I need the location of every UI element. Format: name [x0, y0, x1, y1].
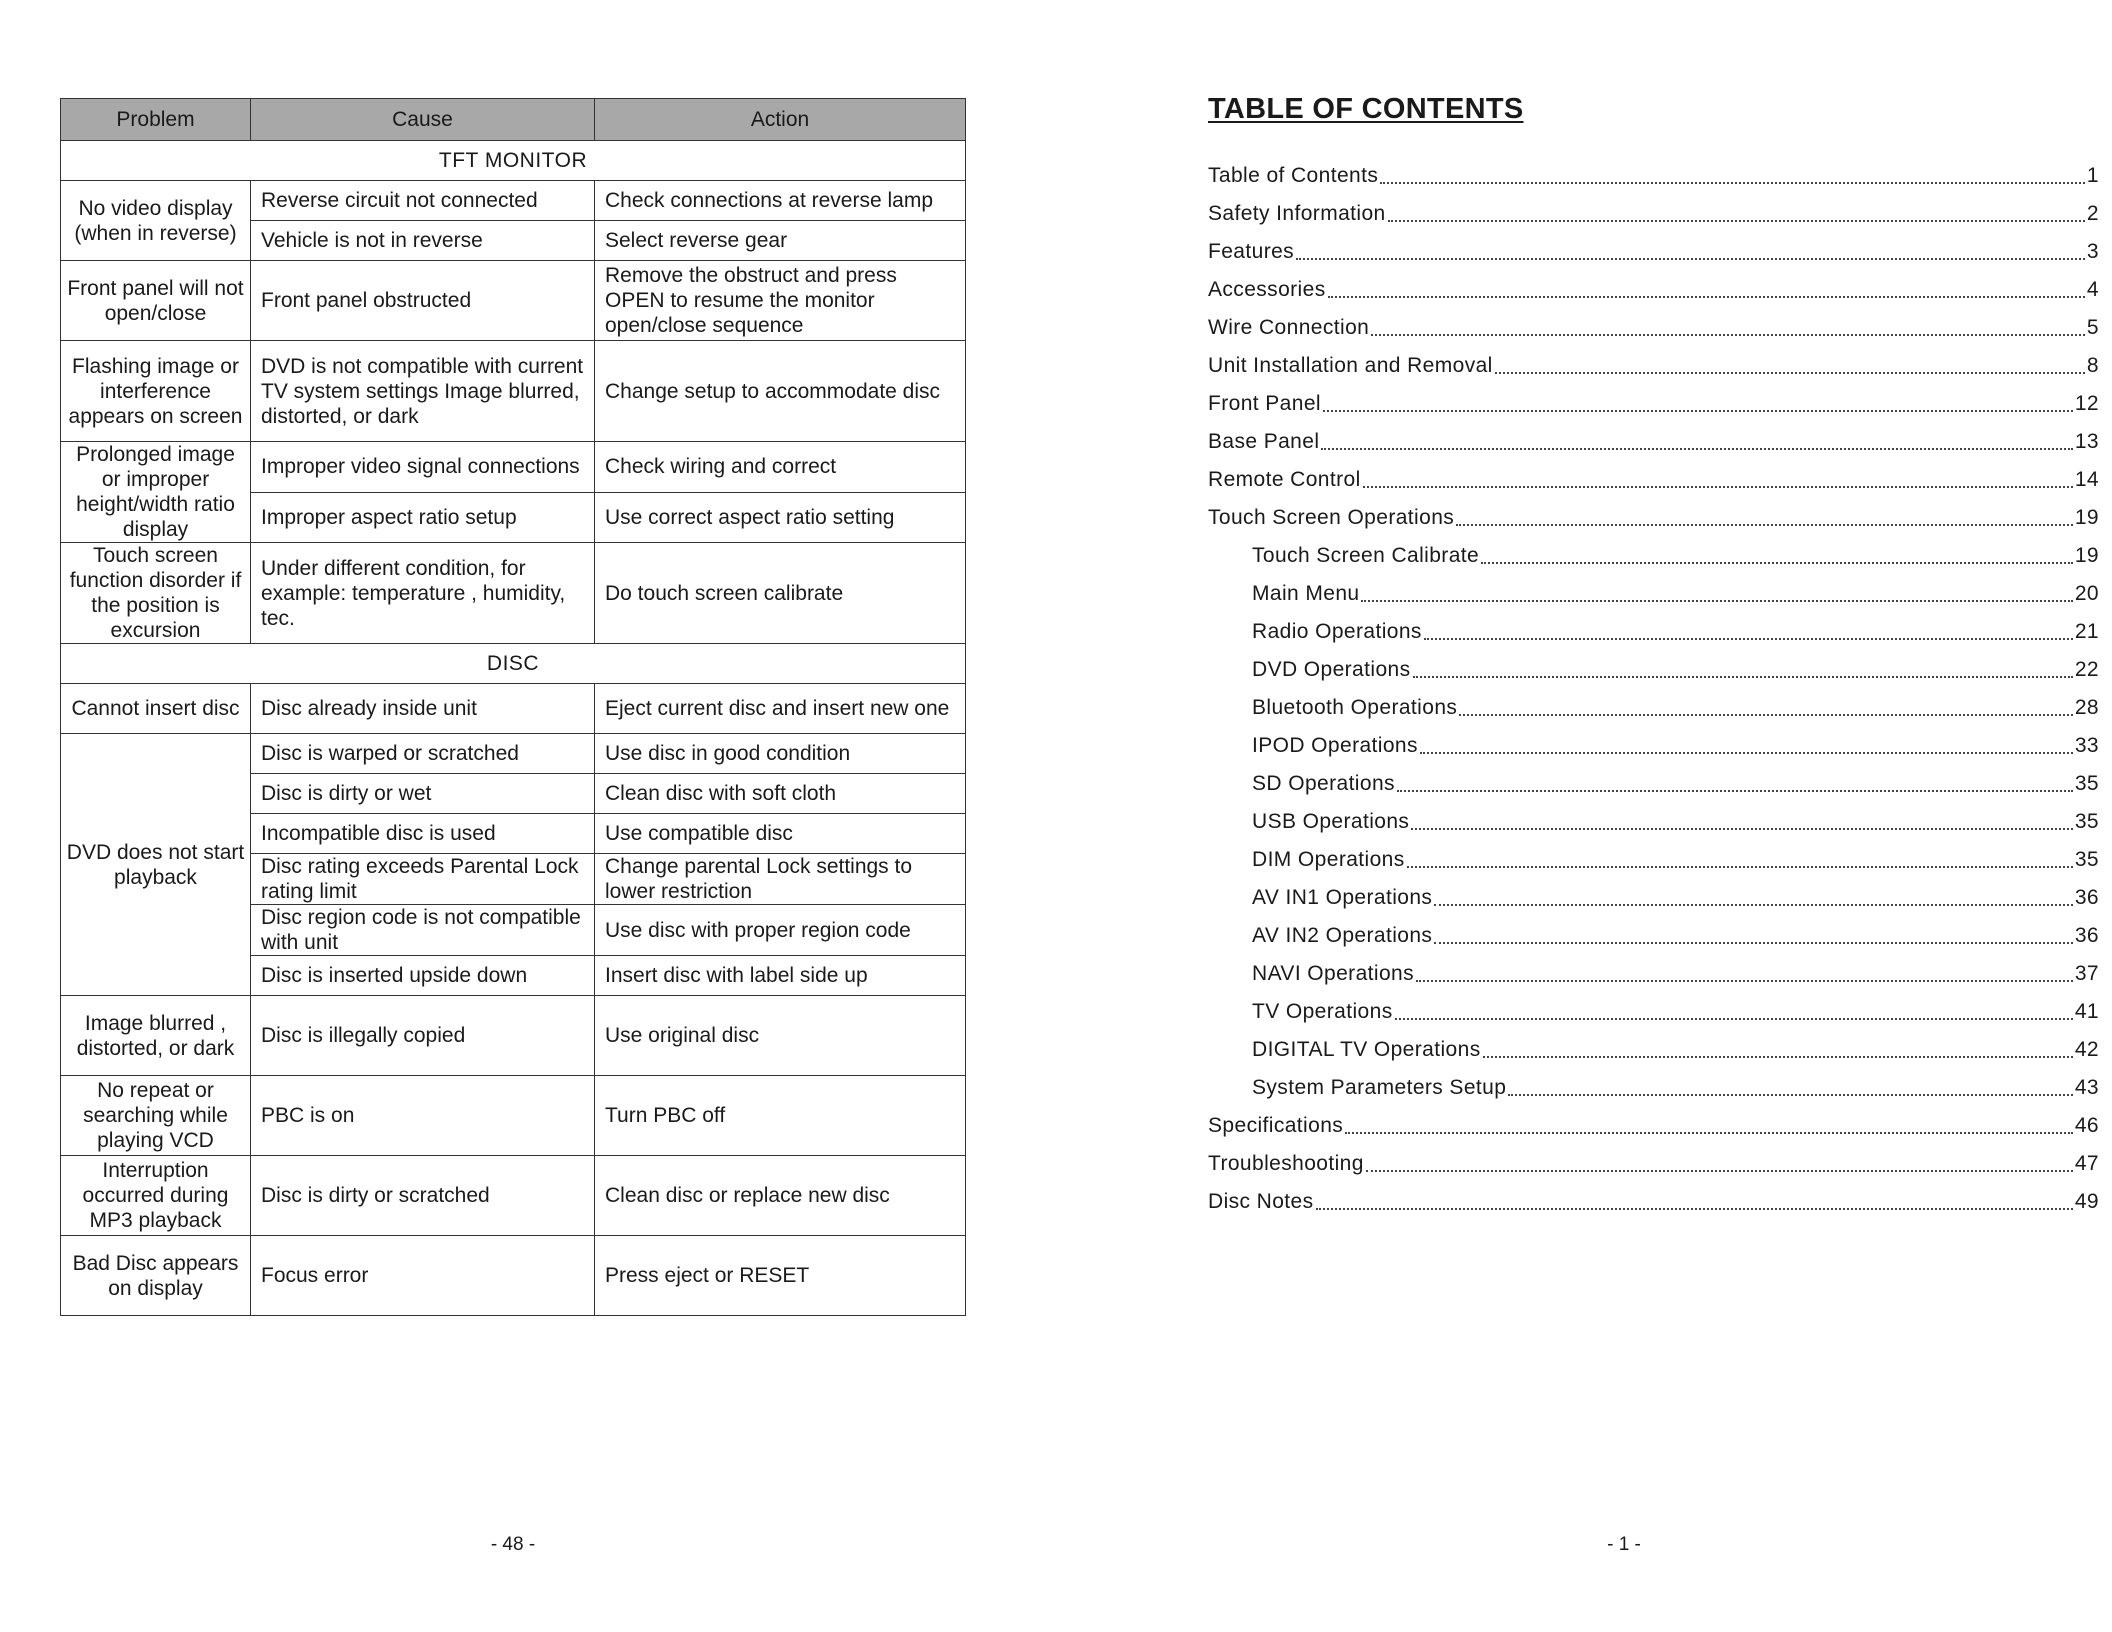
toc-entry-label: DVD Operations	[1252, 658, 1411, 681]
toc-leader-dots	[1481, 561, 2073, 564]
toc-entry-page: 20	[2074, 582, 2099, 605]
cause-cell: Improper aspect ratio setup	[251, 492, 595, 543]
problem-cell: Prolonged image or improper height/width ratio display	[61, 442, 251, 543]
table-row	[61, 1076, 966, 1156]
cause-cell: Under different condition, for example: temperature , humidity, tec.	[251, 543, 595, 644]
toc-entry-label: Table of Contents	[1208, 164, 1379, 187]
toc-entry-label: Troubleshooting	[1208, 1152, 1364, 1175]
table-row	[61, 734, 966, 774]
toc-entry	[1208, 302, 2099, 340]
toc-entry-page: 8	[2086, 354, 2099, 377]
troubleshooting-table	[60, 98, 966, 1316]
toc-leader-dots	[1345, 1131, 2073, 1134]
toc-leader-dots	[1420, 751, 2073, 754]
action-cell: Press eject or RESET	[595, 1236, 966, 1316]
toc-entry-page: 13	[2074, 430, 2099, 453]
section-title-disc: DISC	[61, 644, 966, 684]
toc-entry-label: Unit Installation and Removal	[1208, 354, 1493, 377]
action-cell: Clean disc with soft cloth	[595, 774, 966, 814]
toc-entry-label: TV Operations	[1252, 1000, 1393, 1023]
toc-entry-label: Radio Operations	[1252, 620, 1422, 643]
toc-entry-label: Features	[1208, 240, 1295, 263]
toc-leader-dots	[1316, 1207, 2073, 1210]
toc-leader-dots	[1456, 523, 2073, 526]
section-row	[61, 141, 966, 181]
toc-entry	[1208, 758, 2099, 796]
toc-leader-dots	[1434, 903, 2073, 906]
toc-leader-dots	[1380, 181, 2085, 184]
toc-entry-label: DIM Operations	[1252, 848, 1405, 871]
toc-entry	[1208, 872, 2099, 910]
toc-entry	[1208, 720, 2099, 758]
toc-leader-dots	[1296, 257, 2085, 260]
toc-entry	[1208, 340, 2099, 378]
toc-leader-dots	[1407, 865, 2073, 868]
toc-entry	[1208, 188, 2099, 226]
action-cell: Use original disc	[595, 996, 966, 1076]
toc-entry-page: 49	[2074, 1190, 2099, 1213]
cause-cell: Disc is dirty or wet	[251, 774, 595, 814]
toc-entry-label: AV IN2 Operations	[1252, 924, 1433, 947]
toc-entry-page: 37	[2074, 962, 2099, 985]
problem-cell: DVD does not start playback	[61, 734, 251, 996]
action-cell: Do touch screen calibrate	[595, 543, 966, 644]
toc-leader-dots	[1495, 371, 2085, 374]
toc-entry	[1208, 834, 2099, 872]
cause-cell: Disc is illegally copied	[251, 996, 595, 1076]
action-cell: Use compatible disc	[595, 814, 966, 854]
toc-entry-label: NAVI Operations	[1252, 962, 1415, 985]
toc-leader-dots	[1328, 295, 2085, 298]
toc-entry	[1208, 530, 2099, 568]
table-row	[61, 1236, 966, 1316]
toc-entry-page: 5	[2086, 316, 2099, 339]
toc-entry	[1208, 606, 2099, 644]
toc-entry	[1208, 644, 2099, 682]
toc-entry-page: 1	[2086, 164, 2099, 187]
toc-entry-label: Base Panel	[1208, 430, 1320, 453]
toc-entry	[1208, 1024, 2099, 1062]
toc-entry-page: 43	[2074, 1076, 2099, 1099]
toc-leader-dots	[1388, 219, 2085, 222]
toc-entry	[1208, 986, 2099, 1024]
cause-cell: Disc already inside unit	[251, 684, 595, 734]
toc-entry-page: 28	[2074, 696, 2099, 719]
toc-title: TABLE OF CONTENTS	[1208, 93, 1524, 125]
action-cell: Check wiring and correct	[595, 442, 966, 493]
toc-entry-page: 22	[2074, 658, 2099, 681]
table-row	[61, 181, 966, 221]
toc-entry-label: AV IN1 Operations	[1252, 886, 1433, 909]
table-header-row	[61, 99, 966, 141]
action-cell: Eject current disc and insert new one	[595, 684, 966, 734]
toc-leader-dots	[1361, 599, 2072, 602]
toc-entry	[1208, 568, 2099, 606]
toc-entry-page: 21	[2074, 620, 2099, 643]
toc-leader-dots	[1366, 1169, 2073, 1172]
action-cell: Use correct aspect ratio setting	[595, 492, 966, 543]
cause-cell: Focus error	[251, 1236, 595, 1316]
toc-entry-page: 36	[2074, 886, 2099, 909]
toc-leader-dots	[1434, 941, 2073, 944]
problem-cell: Cannot insert disc	[61, 684, 251, 734]
toc-entry-page: 4	[2086, 278, 2099, 301]
cause-cell: Reverse circuit not connected	[251, 181, 595, 221]
toc-leader-dots	[1395, 1017, 2073, 1020]
cause-cell: Disc region code is not compatible with unit	[251, 905, 595, 956]
toc-entry-page: 19	[2074, 506, 2099, 529]
toc-entry-label: System Parameters Setup	[1252, 1076, 1507, 1099]
toc-entry	[1208, 682, 2099, 720]
table-row	[61, 442, 966, 493]
cause-cell: Improper video signal connections	[251, 442, 595, 493]
toc-entry-page: 14	[2074, 468, 2099, 491]
cause-cell: Incompatible disc is used	[251, 814, 595, 854]
problem-cell: Front panel will not open/close	[61, 261, 251, 341]
cause-cell: Disc is warped or scratched	[251, 734, 595, 774]
right-page	[1056, 0, 2112, 1632]
toc-leader-dots	[1508, 1093, 2073, 1096]
toc-entry-page: 42	[2074, 1038, 2099, 1061]
problem-cell: No video display (when in reverse)	[61, 181, 251, 261]
toc-entry-label: Touch Screen Calibrate	[1252, 544, 1480, 567]
toc-entry	[1208, 1138, 2099, 1176]
header-problem: Problem	[61, 99, 251, 141]
toc-leader-dots	[1416, 979, 2073, 982]
toc-entry	[1208, 910, 2099, 948]
problem-cell: Interruption occurred during MP3 playback	[61, 1156, 251, 1236]
toc-entry-label: Bluetooth Operations	[1252, 696, 1458, 719]
toc-entry	[1208, 796, 2099, 834]
toc-entry	[1208, 1062, 2099, 1100]
toc-entry	[1208, 454, 2099, 492]
problem-cell: No repeat or searching while playing VCD	[61, 1076, 251, 1156]
toc-entry-page: 2	[2086, 202, 2099, 225]
toc-entry	[1208, 416, 2099, 454]
problem-cell: Flashing image or interference appears on screen	[61, 341, 251, 442]
header-action: Action	[595, 99, 966, 141]
cause-cell: DVD is not compatible with current TV system settings Image blurred, distorted, or dark	[251, 341, 595, 442]
toc-entry	[1208, 492, 2099, 530]
section-row	[61, 644, 966, 684]
table-row	[61, 684, 966, 734]
cause-cell: Disc is inserted upside down	[251, 956, 595, 996]
toc-entry-page: 41	[2074, 1000, 2099, 1023]
action-cell: Check connections at reverse lamp	[595, 181, 966, 221]
toc-entry-label: Wire Connection	[1208, 316, 1370, 339]
toc-leader-dots	[1483, 1055, 2073, 1058]
page-number: - 48 -	[490, 1534, 536, 1555]
problem-cell: Bad Disc appears on display	[61, 1236, 251, 1316]
toc-entry-page: 33	[2074, 734, 2099, 757]
toc-leader-dots	[1323, 409, 2073, 412]
problem-cell: Image blurred , distorted, or dark	[61, 996, 251, 1076]
action-cell: Change setup to accommodate disc	[595, 341, 966, 442]
cause-cell: Disc is dirty or scratched	[251, 1156, 595, 1236]
cause-cell: Front panel obstructed	[251, 261, 595, 341]
toc-entry-label: Main Menu	[1252, 582, 1360, 605]
action-cell: Use disc with proper region code	[595, 905, 966, 956]
cause-cell: PBC is on	[251, 1076, 595, 1156]
table-row	[61, 543, 966, 644]
action-cell: Turn PBC off	[595, 1076, 966, 1156]
toc-entry-label: Safety Information	[1208, 202, 1386, 225]
toc-entry-page: 36	[2074, 924, 2099, 947]
toc-leader-dots	[1413, 675, 2073, 678]
action-cell: Select reverse gear	[595, 221, 966, 261]
toc-entry-label: USB Operations	[1252, 810, 1410, 833]
toc-entry-label: IPOD Operations	[1252, 734, 1418, 757]
toc-entry-label: SD Operations	[1252, 772, 1395, 795]
table-row	[61, 261, 966, 341]
toc-leader-dots	[1397, 789, 2073, 792]
table-row	[61, 341, 966, 442]
toc-entry-label: Front Panel	[1208, 392, 1321, 415]
toc-entry	[1208, 948, 2099, 986]
page-number: - 1 -	[1607, 1534, 1641, 1555]
section-title-tft: TFT MONITOR	[61, 141, 966, 181]
toc-entry	[1208, 226, 2099, 264]
toc-entry-page: 12	[2074, 392, 2099, 415]
toc-entry-label: Disc Notes	[1208, 1190, 1314, 1213]
problem-cell: Touch screen function disorder if the position is excursion	[61, 543, 251, 644]
toc-leader-dots	[1411, 827, 2072, 830]
table-row	[61, 996, 966, 1076]
toc-entry	[1208, 1100, 2099, 1138]
toc-entry-page: 19	[2074, 544, 2099, 567]
toc-leader-dots	[1321, 447, 2072, 450]
cause-cell: Vehicle is not in reverse	[251, 221, 595, 261]
toc-leader-dots	[1371, 333, 2085, 336]
toc-leader-dots	[1363, 485, 2073, 488]
toc-entry-page: 35	[2074, 810, 2099, 833]
toc-entry-label: Remote Control	[1208, 468, 1361, 491]
toc-leader-dots	[1424, 637, 2073, 640]
toc-entry	[1208, 264, 2099, 302]
toc-entry-label: Touch Screen Operations	[1208, 506, 1455, 529]
toc-entry-label: Accessories	[1208, 278, 1326, 301]
toc-entry	[1208, 1176, 2099, 1214]
action-cell: Clean disc or replace new disc	[595, 1156, 966, 1236]
cause-cell: Disc rating exceeds Parental Lock rating limit	[251, 854, 595, 905]
action-cell: Insert disc with label side up	[595, 956, 966, 996]
toc-entry-label: Specifications	[1208, 1114, 1344, 1137]
toc-entry-page: 47	[2074, 1152, 2099, 1175]
toc-entry-page: 35	[2074, 772, 2099, 795]
toc-entry-page: 3	[2086, 240, 2099, 263]
action-cell: Remove the obstruct and press OPEN to resume the monitor open/close sequence	[595, 261, 966, 341]
toc-entry	[1208, 378, 2099, 416]
action-cell: Use disc in good condition	[595, 734, 966, 774]
toc-list	[1208, 150, 2099, 1214]
toc-entry-label: DIGITAL TV Operations	[1252, 1038, 1481, 1061]
header-cause: Cause	[251, 99, 595, 141]
toc-entry-page: 35	[2074, 848, 2099, 871]
table-row	[61, 1156, 966, 1236]
toc-leader-dots	[1459, 713, 2073, 716]
action-cell: Change parental Lock settings to lower restriction	[595, 854, 966, 905]
toc-entry	[1208, 150, 2099, 188]
toc-entry-page: 46	[2074, 1114, 2099, 1137]
